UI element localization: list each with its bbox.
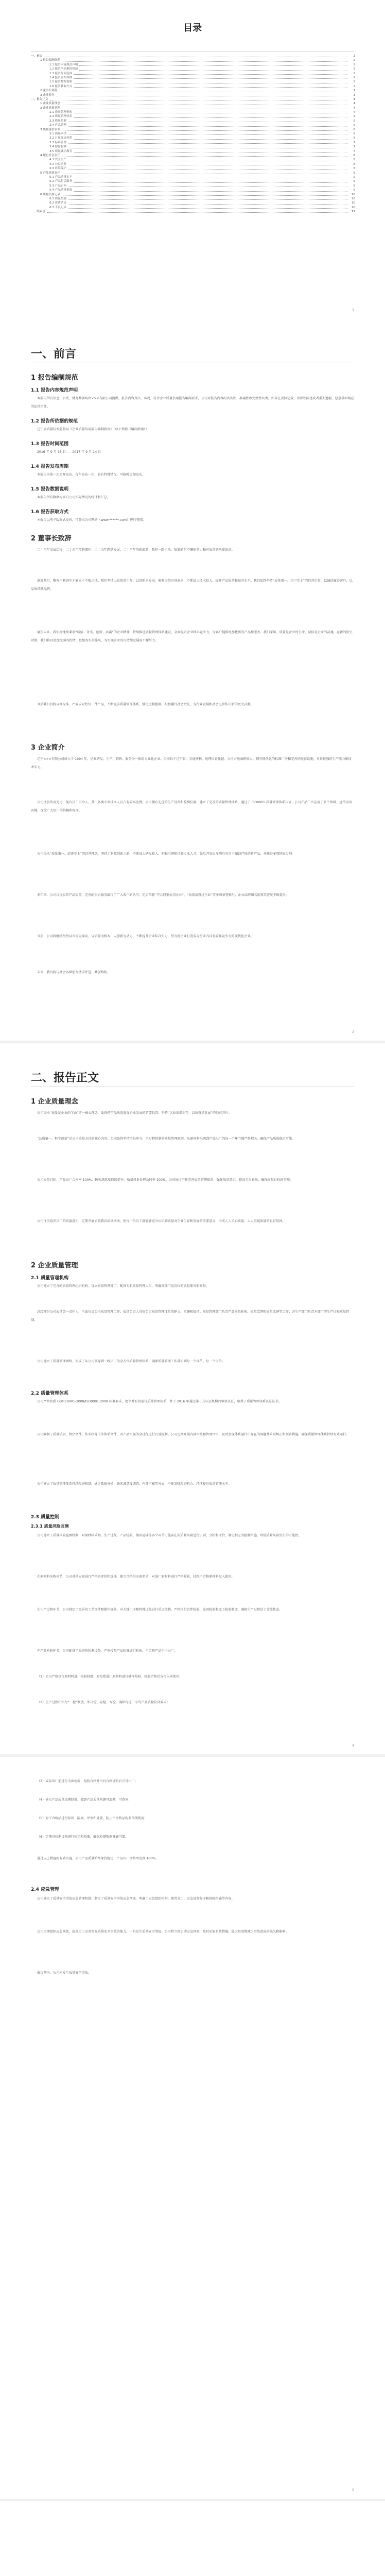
paragraph: 报告期内，公司未发生质量安全事故。 (37, 1971, 92, 1975)
paragraph: 本报告为第一次公开发布，每年发布一次，如有特殊情况，可临时追加发布。 (37, 473, 146, 477)
toc-entry-label: 2 企业质量管理 (40, 106, 60, 110)
toc-entry[interactable] (31, 188, 355, 192)
toc-entry-page: 5 (353, 124, 355, 127)
toc-entry-page: 9 (353, 184, 355, 188)
page-number: 5 (352, 2488, 354, 2492)
toc-entry-page: 9 (353, 175, 355, 179)
paragraph: （6）定期对检测设备进行检定和校准，确保检测数据准确可靠。 (37, 1835, 129, 1839)
toc-entry-label: 4.1 安全生产 (49, 158, 67, 162)
toc-entry[interactable] (31, 154, 355, 158)
toc-leader-dots (74, 175, 347, 178)
toc-entry-label: 1 企业质量理念 (40, 102, 60, 106)
toc-entry-page: 7 (353, 145, 355, 149)
toc-entry-page: 8 (353, 154, 355, 157)
toc-entry-page: 10 (351, 201, 355, 205)
toc-leader-dots (62, 171, 347, 174)
page-number: 1 (352, 308, 354, 312)
toc-entry[interactable] (31, 197, 355, 201)
toc-leader-dots (62, 193, 347, 196)
toc-entry-page: 8 (353, 167, 355, 171)
toc-entry[interactable] (31, 145, 355, 149)
toc-leader-dots (68, 197, 347, 200)
paragraph: 公司严格按照 GB/T19001-2008/ISO9001:2008 标准要求，建立并有效运行质量管理体系，并于 2016 年通过第三方认证机构的审核认证，取得了质量管理体系认证证书。 (37, 1400, 282, 1403)
toc-entry-page: 10 (351, 206, 355, 209)
page-number: 2 (352, 1030, 354, 1034)
toc-leader-dots (74, 76, 347, 79)
paragraph: 在原材料采购环节，公司对供应商进行严格的评价和选择，建立合格供应商名录，对进厂原材料进行严格检验，杜绝不合格原材料投入使用。 (37, 1575, 235, 1579)
toc-leader-dots (62, 154, 347, 157)
toc-leader-dots (68, 201, 347, 204)
toc-entry-label: 1.1 报告内容规范声明 (49, 63, 78, 66)
toc-entry-label: 5 产品质量责任 (40, 171, 60, 175)
toc-entry[interactable] (31, 132, 355, 136)
toc-entry-label: 3.4 检验检测 (49, 145, 67, 149)
heading-chairman-speech: 2 董事长致辞 (31, 535, 72, 543)
heading-content-statement: 1.1 报告内容规范声明 (31, 388, 78, 393)
paragraph: 展望未来，我们将继续秉承“诚信、务实、创新、共赢”的企业精神，持续推进质量管理体系建设，全面提升企业核心竞争力，为客户提供更加优质的产品和服务。我们深知，质量是企业的生命，诚信是企业的灵魂，在新的历史时期，我们将以更加饱满的热情、更加务实的作风，为实现企业的可持续发展而不懈努力。 (31, 631, 353, 642)
toc-leader-dots (74, 149, 347, 152)
toc-entry-label: 3 企业简介 (40, 93, 55, 97)
toc-entry-label: 1.2 报告所依据的规范 (49, 67, 78, 71)
toc-entry[interactable] (31, 58, 355, 62)
toc-entry-label: 3.1 质量承诺 (49, 132, 67, 136)
paragraph: （2）生产过程中实行“三检”制度，即自检、互检、专检，确保每道工序的产品质量符合要求； (37, 1701, 170, 1704)
body-page (0, 1757, 385, 2499)
toc-entry[interactable] (31, 193, 355, 197)
paragraph: 公司定期组织应急演练，提高员工应对突发质量安全事故的能力。一旦发生质量安全事故，公司将立即启动应急预案，及时采取有效措施，最大限度地减少事故造成的损失和影响。 (37, 1930, 289, 1934)
toc-entry-label: 1 报告编制规范 (40, 59, 60, 62)
toc-entry-page: 2 (353, 63, 355, 66)
toc-entry-label: 6.2 资质认证 (49, 201, 67, 205)
heading-access: 1.6 报告获取方式 (31, 510, 69, 515)
toc-entry[interactable] (31, 63, 355, 67)
toc-entry[interactable] (31, 54, 355, 58)
page-number: 4 (352, 1744, 354, 1748)
toc-entry-label: 1.3 报告时间范围 (49, 72, 73, 75)
section-heading-body: 二、报告正文 (31, 1072, 99, 1084)
toc-leader-dots (68, 132, 347, 135)
paragraph: 公司建立了质量管理网络，形成了从公司领导到一线员工的全方位质量管理体系，确保质量管理工作落实到每一个环节、每一个岗位。 (37, 1360, 225, 1363)
toc-leader-dots (47, 210, 347, 213)
paragraph: （3）成品出厂前进行全面检验，检验合格并出具合格证明后方可出厂； (37, 1780, 138, 1783)
toc-leader-dots (68, 158, 347, 161)
paragraph: 本报告以电子版形式发布，可登录公司网站（www.******.com）进行查阅。 (37, 518, 146, 522)
toc-leader-dots (74, 84, 347, 88)
toc-entry-page: 8 (353, 158, 355, 162)
paragraph: 在生产过程环节，公司制定了完善的工艺文件和操作规程，对关键工序和特殊过程进行重点控制，严格执行首件检验、巡回检验和完工检验制度，确保生产过程处于受控状态。 (37, 1608, 283, 1612)
paragraph: 公司建立了完善的质量管理组织机构，设立质量管理部门，配备专职质量管理人员，明确各部门及岗位的质量职责和权限。 (37, 1284, 209, 1288)
toc-entry-page: 4 (353, 115, 355, 118)
paragraph: 今后，公司将继续坚持以市场为导向，以质量为根本，以创新为动力，不断提升企业综合实力，努力将企业打造成为行业内具有较强竞争力的现代化企业。 (37, 935, 254, 938)
toc-entry[interactable] (31, 149, 355, 154)
toc-entry-page: 2 (353, 67, 355, 71)
paragraph: 本报告所有数据均来自公司实际情况的统计和汇总。 (37, 496, 111, 499)
toc-entry-label: 4.3 环境保护 (49, 167, 67, 171)
toc-entry-page: 3 (353, 93, 355, 97)
toc-entry-label: 3.2 计量保证体系 (49, 137, 73, 140)
heading-data-note: 1.5 报告数据说明 (31, 487, 69, 492)
toc-entry-label: 1.5 报告数据说明 (49, 80, 73, 84)
paragraph: “品质第一、科学创新”是公司质量方针的核心内容。公司始终坚持全员参与、全过程控制的质量管理原则，从原材料采购到产品出厂的每一个环节都严格把关，确保产品质量稳定可靠。 (37, 1137, 295, 1141)
toc-leader-dots (74, 72, 347, 75)
heading-release-cycle: 1.4 报告发布周期 (31, 464, 69, 469)
paragraph: 今后我们仍将以高标准、严要求对待每一件产品，不断完善质量管理体系，强化过程控制，积极履行社会责任，为行业发展和社会进步作出新的更大贡献。 (37, 703, 254, 706)
toc-leader-dots (68, 162, 347, 165)
heading-report-standard: 1 报告编制规范 (31, 374, 78, 382)
heading-emergency: 2.4 应急管理 (31, 1887, 60, 1892)
toc-entry[interactable] (31, 67, 355, 71)
paragraph: 公司编制了质量手册、程序文件、作业指导书等体系文件，对产品实现的全过程进行有效控制。公司定期开展内部审核和管理评审，及时发现体系运行中存在的问题并采取纠正和预防措施，确保质量管理体系持续有效运行。 (37, 1433, 349, 1436)
toc-entry-label: 4.2 公益事业 (49, 162, 67, 166)
toc-leader-dots (62, 58, 347, 61)
paragraph: 在产品检验环节，公司配备了先进的检测设备，严格按照产品标准进行检验，不合格产品不得出厂。 (37, 1649, 178, 1653)
toc-entry-page: 7 (353, 149, 355, 153)
toc-entry-label: 3 质量诚信管理 (40, 128, 60, 131)
heading-quality-org: 2.1 质量管理机构 (31, 1276, 69, 1281)
paragraph: 总经理是公司质量第一责任人，全面负责公司质量管理工作；质量负责人具体负责质量管理体系的建立、实施和保持；质量管理部门负责产品质量检验、质量监督和质量改进等工作；各生产部门负责本部门的生产过程质量控制。 (31, 1310, 349, 1322)
toc-entry[interactable] (31, 106, 355, 110)
toc-entry[interactable] (31, 97, 355, 101)
toc-entry-page: 10 (351, 197, 355, 200)
toc-entry[interactable] (31, 119, 355, 123)
toc-entry-page: 2 (353, 80, 355, 84)
paragraph: 公司建立了质量管理体系持续改进机制，通过数据分析、顾客满意度调查、内部审核等方式，不断发现改进机会，持续提升质量管理水平。 (37, 1482, 232, 1486)
heading-quality-control: 2.3 质量控制 (31, 1515, 60, 1520)
toc-entry-page: 8 (353, 162, 355, 166)
toc-entry-label: 5.4 产品质量事故 (49, 189, 73, 192)
toc-leader-dots (74, 114, 347, 117)
toc-entry-label: 三、结束语 (31, 210, 45, 214)
paragraph: 辽宁省质量技术监督局《企业质量信用报告编制指南》（以下简称《编制指南》） (37, 428, 149, 431)
paragraph: 未来，我们将与社会各界朋友携手并进，共创辉煌。 (37, 971, 111, 974)
toc-leader-dots (68, 206, 347, 209)
toc-entry[interactable] (31, 76, 355, 80)
toc-entry-page: 6 (353, 137, 355, 140)
heading-risk-monitoring: 2.3.1 质量风险监测 (31, 1524, 69, 1529)
toc-entry-label: 5.2 产品售后服务 (49, 180, 73, 183)
toc-entry-label: 一、前言 (31, 55, 43, 58)
body-page (0, 2501, 385, 2576)
toc-leader-dots (59, 89, 347, 92)
heading-quality-system: 2.2 质量管理体系 (31, 1391, 69, 1396)
toc-entry-page: 2 (353, 72, 355, 75)
paragraph: 二十余年发展历程，二十余年精耕细作；二十余年跨越发展，二十余年创新超越，我们一路走来，依靠的是不懈的努力和对质量的执着追求。 (37, 548, 235, 552)
toc-leader-dots (79, 63, 347, 66)
toc-leader-dots (68, 123, 347, 126)
toc-entry[interactable] (31, 101, 355, 106)
toc-entry[interactable] (31, 141, 355, 145)
toc-entry-page: 2 (353, 59, 355, 62)
toc-entry[interactable] (31, 114, 355, 118)
toc-leader-dots (62, 106, 347, 109)
toc-entry-label: 6 质量信用记录 (40, 193, 60, 196)
toc-leader-dots (62, 101, 347, 105)
preface-page (0, 319, 385, 1041)
toc-leader-dots (68, 145, 347, 148)
heading-company-profile: 3 企业简介 (31, 744, 65, 752)
toc-leader-dots (74, 179, 347, 182)
toc-entry[interactable] (31, 72, 355, 76)
toc-entry-label: 6.3 不良记录 (49, 206, 67, 209)
paragraph: 辽宁×××有限公司成立于 1994 年，是集研发、生产、销售、服务为一体的专业化企业。公司位于辽宁省，交通便利，地理位置优越。公司占地面积较大，拥有现代化的标准厂房和完善的配套设施，具备较强的生产能力和技术实力。 (31, 757, 352, 769)
paragraph: （5）对不合格品进行标识、隔离、评审和处置，防止不合格品的非预期使用； (37, 1817, 148, 1820)
paragraph: 公司建立了质量安全事故应急管理机制，制定了质量安全事故应急预案，明确了应急组织机构、职责分工、应急处置程序和保障措施等内容。 (37, 1897, 235, 1901)
toc-page (0, 0, 385, 319)
toc-title: 目录 (183, 23, 202, 33)
toc-entry-page: 5 (353, 119, 355, 123)
toc-entry[interactable] (31, 80, 355, 84)
toc-entry-page: 9 (353, 189, 355, 192)
toc-entry[interactable] (31, 166, 355, 171)
toc-entry[interactable] (31, 162, 355, 166)
toc-entry-page: 9 (353, 171, 355, 175)
paragraph: 逐浪前行，唯有不断进步才能立于不败之地。我们坚持以质量求生存、以创新求发展，紧紧围绕市场需求，不断加大技术投入，提升产品质量和服务水平。我们始终坚持“质量第一、用户至上”的经营宗旨，以诚信赢得客户，以品质铸就品牌。 (31, 579, 353, 591)
toc-entry[interactable] (31, 206, 355, 210)
toc-leader-dots (79, 67, 347, 70)
paragraph: 本报告所有信息、公式、财务数据均由×××有限公司提供，报告内容真实、客观，符合企业质量信用报告编制要求，公司对报告内容的真实性、准确性和完整性负责，如存在虚假记载、误导性陈述或者重大遗漏，愿意承担相应的法律责任。 (31, 397, 354, 409)
toc-entry-label: 2 董事长致辞 (40, 89, 58, 93)
toc-entry[interactable] (31, 210, 355, 214)
toc-entry-label: 2.3 质量控制 (49, 119, 67, 123)
toc-entry-label: 3.3 标准管理 (49, 141, 67, 144)
toc-leader-dots (68, 166, 347, 170)
toc-leader-dots (74, 136, 347, 139)
toc-entry[interactable] (31, 93, 355, 97)
toc-list (31, 54, 355, 214)
paragraph: 公司注重培养员工的质量意识，定期开展质量教育培训活动，使每一位员工都能够充分认识到质量对企业生存和发展的重要意义，形成人人关心质量、人人重视质量的良好氛围。 (37, 1219, 286, 1223)
paragraph: 公司注册资金充足，现有员工百余人，其中各类专业技术人员占有较高比例。公司拥有先进的生产设备和检测仪器，建立了完善的质量管理体系，通过了 ISO9001 质量管理体系认证。公司产品广泛应用于多个领域，远销全国各地，深受广大用户的信赖和好评。 (31, 801, 352, 812)
paragraph: 2016 年 9 月 15 日——2017 年 9 月 14 日 (37, 450, 101, 454)
toc-entry-label: 5.3 产品召回 (49, 184, 67, 188)
paragraph: 公司秉承“质量是企业的生命”这一核心理念，始终把产品质量放在企业发展的首要位置，坚持“以质量求生存，以信誉求发展”的经营方针。 (37, 1111, 232, 1115)
toc-leader-dots (68, 141, 347, 144)
toc-leader-dots (68, 119, 347, 122)
paragraph: 公司建立了质量风险监测机制，对原材料采购、生产过程、产品检验、储存运输等各个环节可能存在的质量风险进行识别、分析和评价，制定相应的控制措施，降低质量风险发生的可能性。 (37, 1534, 302, 1537)
toc-entry-label: 4 履行社会责任 (40, 154, 60, 157)
toc-entry[interactable] (31, 184, 355, 188)
toc-entry[interactable] (31, 89, 355, 93)
toc-entry-page: 2 (353, 76, 355, 79)
paragraph: 公司质量目标：产品出厂合格率 100%，顾客满意度持续提升，质量投诉处理及时率 100%。公司通过不断完善质量管理体系，强化质量意识，提高全员素质，确保质量目标的实现。 (37, 1178, 293, 1182)
heading-quality-concept: 1 企业质量理念 (31, 1098, 78, 1106)
toc-entry-label: 6.1 质量奖励 (49, 197, 67, 200)
toc-entry[interactable] (31, 175, 355, 179)
toc-entry[interactable] (31, 123, 355, 127)
paragraph: 多年来，公司以优良的产品质量、完善的售后服务赢得了广大客户的认可，先后荣获“守合同重信用企业”、“质量信得过企业”等多项荣誉称号，企业品牌知名度和美誉度不断提升。 (37, 893, 289, 897)
toc-entry-page: 9 (353, 180, 355, 183)
toc-entry-label: 2.4 应急管理 (49, 124, 67, 127)
toc-entry-page: 6 (353, 132, 355, 136)
toc-entry-label: 二、报告正文 (31, 97, 48, 101)
toc-entry[interactable] (31, 158, 355, 162)
paragraph: 通过以上措施的有效实施，公司产品质量始终保持稳定，产品出厂合格率达到 100%。 (37, 1857, 159, 1860)
toc-entry[interactable] (31, 84, 355, 89)
toc-entry-label: 5.1 产品质量水平 (49, 175, 73, 179)
toc-leader-dots (74, 188, 347, 191)
toc-leader-dots (74, 80, 347, 83)
toc-entry-page: 2 (353, 84, 355, 88)
heading-quality-management: 2 企业质量管理 (31, 1262, 78, 1269)
toc-entry[interactable] (31, 136, 355, 140)
toc-entry-page: 4 (353, 102, 355, 106)
paragraph: （1）公司严格执行原材料进厂检验制度，对每批进厂原材料进行抽样检验，检验合格后方可入库使用； (37, 1675, 183, 1679)
toc-entry-page: 7 (353, 141, 355, 144)
body-page (0, 1043, 385, 1754)
paragraph: （4）建立产品质量追溯制度，做到产品质量问题可追溯、可查询； (37, 1798, 132, 1802)
toc-entry-page: 4 (353, 97, 355, 101)
toc-entry[interactable] (31, 171, 355, 175)
paragraph: 公司秉承“质量第一、信誉至上”的经营理念，坚持走科技创新之路，不断加大研发投入，积极引进和培养专业人才，先后开发出多项具有自主知识产权的新产品，并获得多项国家专利。 (37, 852, 295, 856)
toc-entry-page: 4 (353, 106, 355, 110)
toc-entry-page: 2 (353, 89, 355, 93)
toc-entry-label: 3.5 质量诚信教育 (49, 149, 73, 153)
toc-entry-label: 2.1 质量管理机构 (49, 111, 73, 114)
toc-entry-page: 10 (351, 193, 355, 196)
section-heading-preface: 一、前言 (31, 348, 77, 361)
toc-leader-dots (62, 128, 347, 131)
toc-entry[interactable] (31, 110, 355, 114)
toc-entry[interactable] (31, 128, 355, 132)
toc-entry[interactable] (31, 179, 355, 183)
toc-leader-dots (74, 110, 347, 113)
toc-entry-page: 6 (353, 128, 355, 131)
toc-entry-page: 2 (353, 55, 355, 58)
toc-leader-dots (50, 97, 347, 100)
toc-entry-page: 11 (351, 210, 355, 214)
toc-leader-dots (68, 184, 347, 187)
heading-time-range: 1.3 报告时间范围 (31, 442, 69, 447)
heading-basis: 1.2 报告所依据的规范 (31, 419, 78, 424)
toc-entry[interactable] (31, 201, 355, 205)
toc-entry-label: 2.2 质量管理体系 (49, 115, 73, 118)
toc-leader-dots (56, 93, 347, 96)
toc-entry-label: 1.4 报告发布周期 (49, 76, 73, 79)
toc-entry-page: 4 (353, 111, 355, 114)
toc-entry-label: 1.6 报告获取方式 (49, 84, 73, 88)
toc-leader-dots (44, 54, 347, 57)
